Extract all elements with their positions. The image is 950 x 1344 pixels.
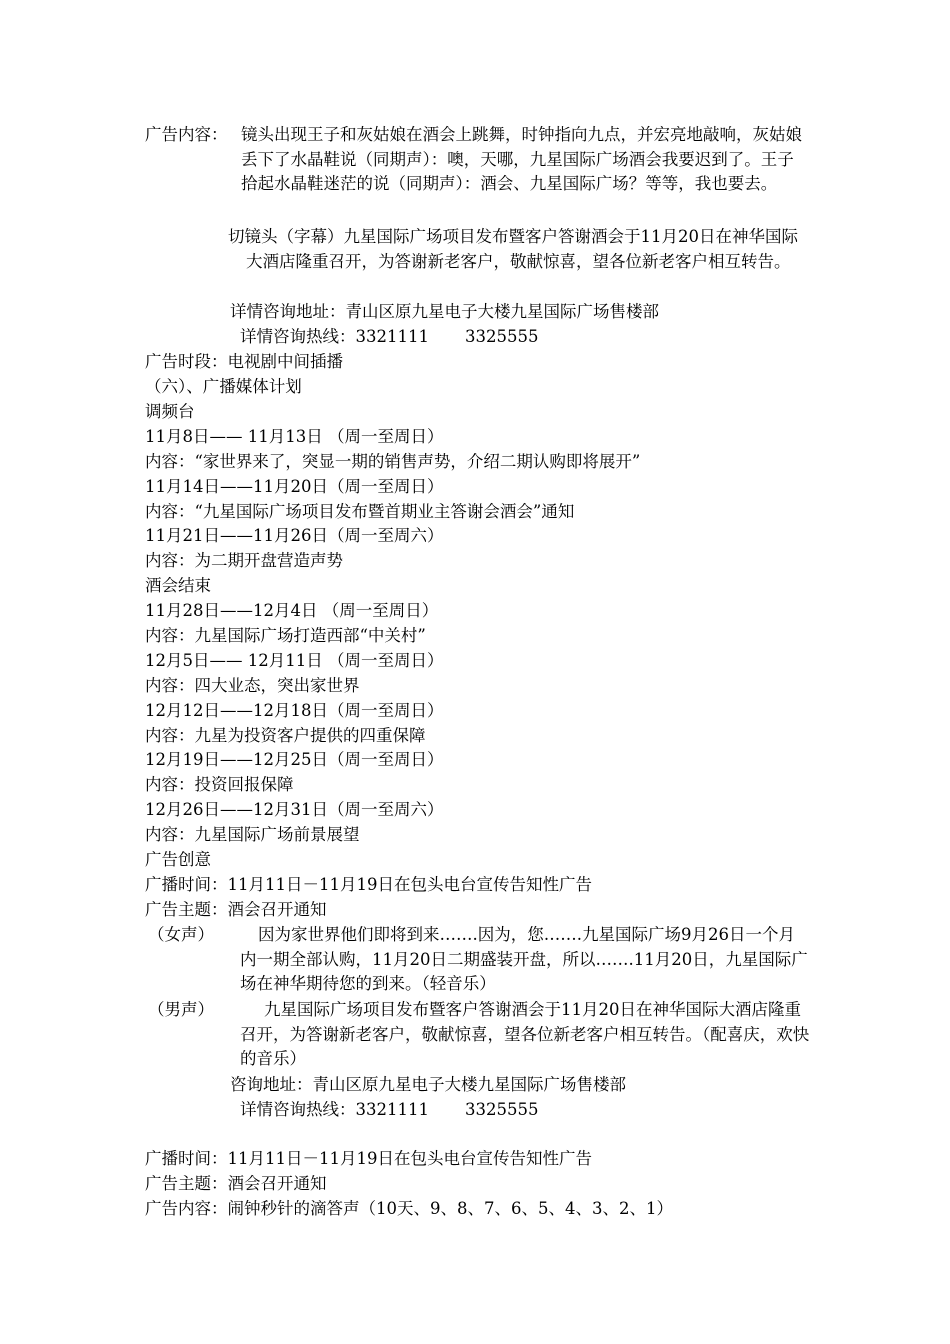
schedule-content: 内容：“家世界来了，突显一期的销售声势，介绍二期认购即将展开”	[145, 452, 641, 471]
creative-address: 咨询地址：青山区原九星电子大楼九星国际广场售楼部	[230, 1075, 626, 1094]
male-voice-text: 九星国际广场项目发布暨客户答谢酒会于11月20日在神华国际大酒店隆重召开，为答谢新老客户，敬献惊喜，望各位新老客户相互转告。（配喜庆，欢快的音乐）	[240, 1000, 810, 1069]
schedule-content: 内容：四大业态，突出家世界	[145, 676, 360, 695]
ad-content-label: 广告内容：	[145, 125, 228, 144]
tv-address-line: 详情咨询地址：青山区原九星电子大楼九星国际广场售楼部	[230, 302, 659, 321]
ad-content-text: 镜头出现王子和灰姑娘在酒会上跳舞，时钟指向九点，并宏亮地敲响，灰姑娘丢下了水晶鞋说（同期声）：噢，天哪，九星国际广场酒会我要迟到了。王子拾起水晶鞋迷茫的说（同期声）：酒会、九星国际广场？等等，我也要去。	[241, 125, 802, 194]
schedule-date: 11月8日—— 11月13日 （周一至周日）	[145, 427, 444, 446]
schedule-content: 内容：为二期开盘营造声势	[145, 551, 343, 570]
schedule-date: 12月5日—— 12月11日 （周一至周日）	[145, 651, 444, 670]
schedule-date: 12月12日——12月18日（周一至周日）	[145, 701, 444, 720]
cut-scene-paragraph	[228, 225, 811, 274]
schedule-content: 内容：投资回报保障	[145, 775, 294, 794]
schedule-content: 内容：“九星国际广场项目发布暨首期业主答谢会酒会”通知	[145, 502, 575, 521]
schedule-content: 内容：九星国际广场前景展望	[145, 825, 360, 844]
tv-hotline-line	[240, 325, 539, 350]
schedule-date: 11月14日——11月20日（周一至周日）	[145, 477, 444, 496]
female-voice-label: （女声）	[148, 925, 214, 944]
creative2-theme: 广告主题：酒会召开通知	[145, 1174, 327, 1193]
creative-hotline-label: 详情咨询热线：3321111	[240, 1100, 429, 1119]
creative-broadcast-time: 广播时间：11月11日－11月19日在包头电台宣传告知性广告	[145, 875, 592, 894]
ad-content-paragraph	[145, 123, 810, 197]
tv-hotline-label: 详情咨询热线：3321111	[240, 327, 429, 346]
cut-scene-text: 切镜头（字幕）九星国际广场项目发布暨客户答谢酒会于11月20日在神华国际大酒店隆重召开，为答谢新老客户，敬献惊喜，望各位新老客户相互转告。	[228, 227, 798, 271]
schedule-date: 12月19日——12月25日（周一至周日）	[145, 750, 444, 769]
schedule-date: 12月26日——12月31日（周一至周六）	[145, 800, 444, 819]
female-voice-text: 因为家世界他们即将到来…….因为，您…….九星国际广场9月26日一个月内一期全部认购，11月20日二期盛装开盘，所以…….11月20日，九星国际广场在神华期待您的到来。（轻音乐）	[240, 925, 808, 994]
tv-hotline-number-2: 3325555	[465, 327, 539, 346]
party-end-line: 酒会结束	[145, 576, 211, 595]
creative-hotline-number-2: 3325555	[465, 1100, 539, 1119]
radio-section-title: （六）、广播媒体计划	[145, 377, 302, 396]
schedule-content: 内容：九星国际广场打造西部“中关村”	[145, 626, 426, 645]
schedule-date: 11月28日——12月4日 （周一至周日）	[145, 601, 439, 620]
creative2-broadcast-time: 广播时间：11月11日－11月19日在包头电台宣传告知性广告	[145, 1149, 592, 1168]
ad-slot-line: 广告时段：电视剧中间插播	[145, 352, 343, 371]
creative-theme: 广告主题：酒会召开通知	[145, 900, 327, 919]
male-voice-label: （男声）	[148, 1000, 214, 1019]
creative2-content: 广告内容：闹钟秒针的滴答声（10天、9、8、7、6、5、4、3、2、1）	[145, 1199, 673, 1218]
radio-station: 调频台	[145, 402, 195, 421]
schedule-content: 内容：九星为投资客户提供的四重保障	[145, 726, 426, 745]
creative-title: 广告创意	[145, 850, 211, 869]
schedule-date: 11月21日——11月26日（周一至周六）	[145, 526, 444, 545]
creative-hotline-line	[240, 1098, 539, 1123]
